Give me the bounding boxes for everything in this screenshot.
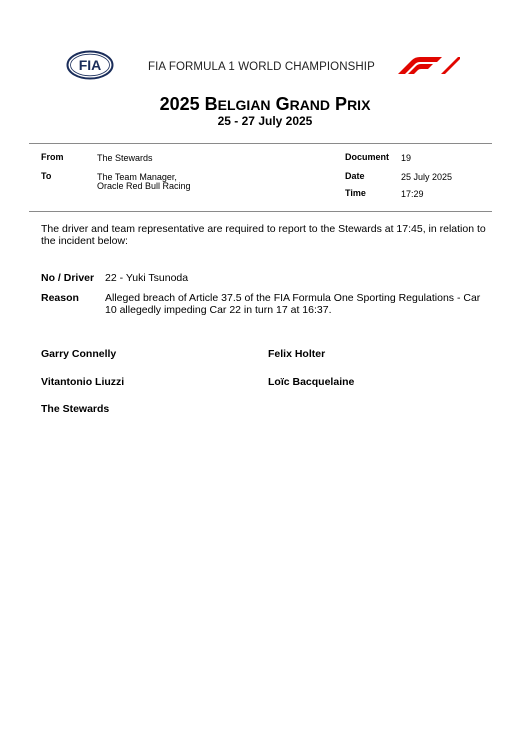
document-label: Document bbox=[345, 152, 390, 162]
to-value-line2: Oracle Red Bull Racing bbox=[97, 181, 191, 191]
event-dates: 25 - 27 July 2025 bbox=[217, 114, 313, 128]
steward-name-2: Felix Holter bbox=[268, 348, 326, 360]
steward-name-3: Vitantonio Liuzzi bbox=[41, 376, 125, 388]
from-value: The Stewards bbox=[97, 153, 153, 163]
time-label: Time bbox=[345, 188, 366, 198]
time-value: 17:29 bbox=[401, 189, 424, 199]
info-top-rule bbox=[29, 143, 492, 144]
driver-value: 22 - Yuki Tsunoda bbox=[105, 272, 189, 284]
to-label: To bbox=[41, 171, 52, 181]
steward-name-4: Loïc Bacquelaine bbox=[268, 376, 355, 388]
steward-name-1: Garry Connelly bbox=[41, 348, 117, 360]
reason-label: Reason bbox=[41, 292, 79, 304]
fia-logo-icon bbox=[66, 50, 114, 80]
stewards-footer: The Stewards bbox=[41, 403, 110, 415]
f1-logo-icon bbox=[398, 57, 460, 74]
event-title: 2025 BELGIAN GRAND PRIX bbox=[159, 94, 371, 114]
document-value: 19 bbox=[401, 153, 412, 163]
instruction-text: The driver and team representative are required to report to the Stewards at 17:45, in relation to the incident below: bbox=[41, 223, 486, 247]
info-bottom-rule bbox=[29, 211, 492, 212]
fia-logo-text: FIA bbox=[78, 57, 102, 73]
date-label: Date bbox=[345, 171, 365, 181]
reason-value: Alleged breach of Article 37.5 of the FIA Formula One Sporting Regulations - Car 10 allegedly impeding Car 22 in turn 17 at 16:37. bbox=[105, 292, 481, 316]
to-value-line1: The Team Manager, bbox=[97, 172, 177, 182]
championship-name: FIA FORMULA 1 WORLD CHAMPIONSHIP bbox=[148, 61, 375, 73]
from-label: From bbox=[41, 152, 64, 162]
date-value: 25 July 2025 bbox=[401, 172, 453, 182]
driver-label: No / Driver bbox=[41, 272, 95, 284]
